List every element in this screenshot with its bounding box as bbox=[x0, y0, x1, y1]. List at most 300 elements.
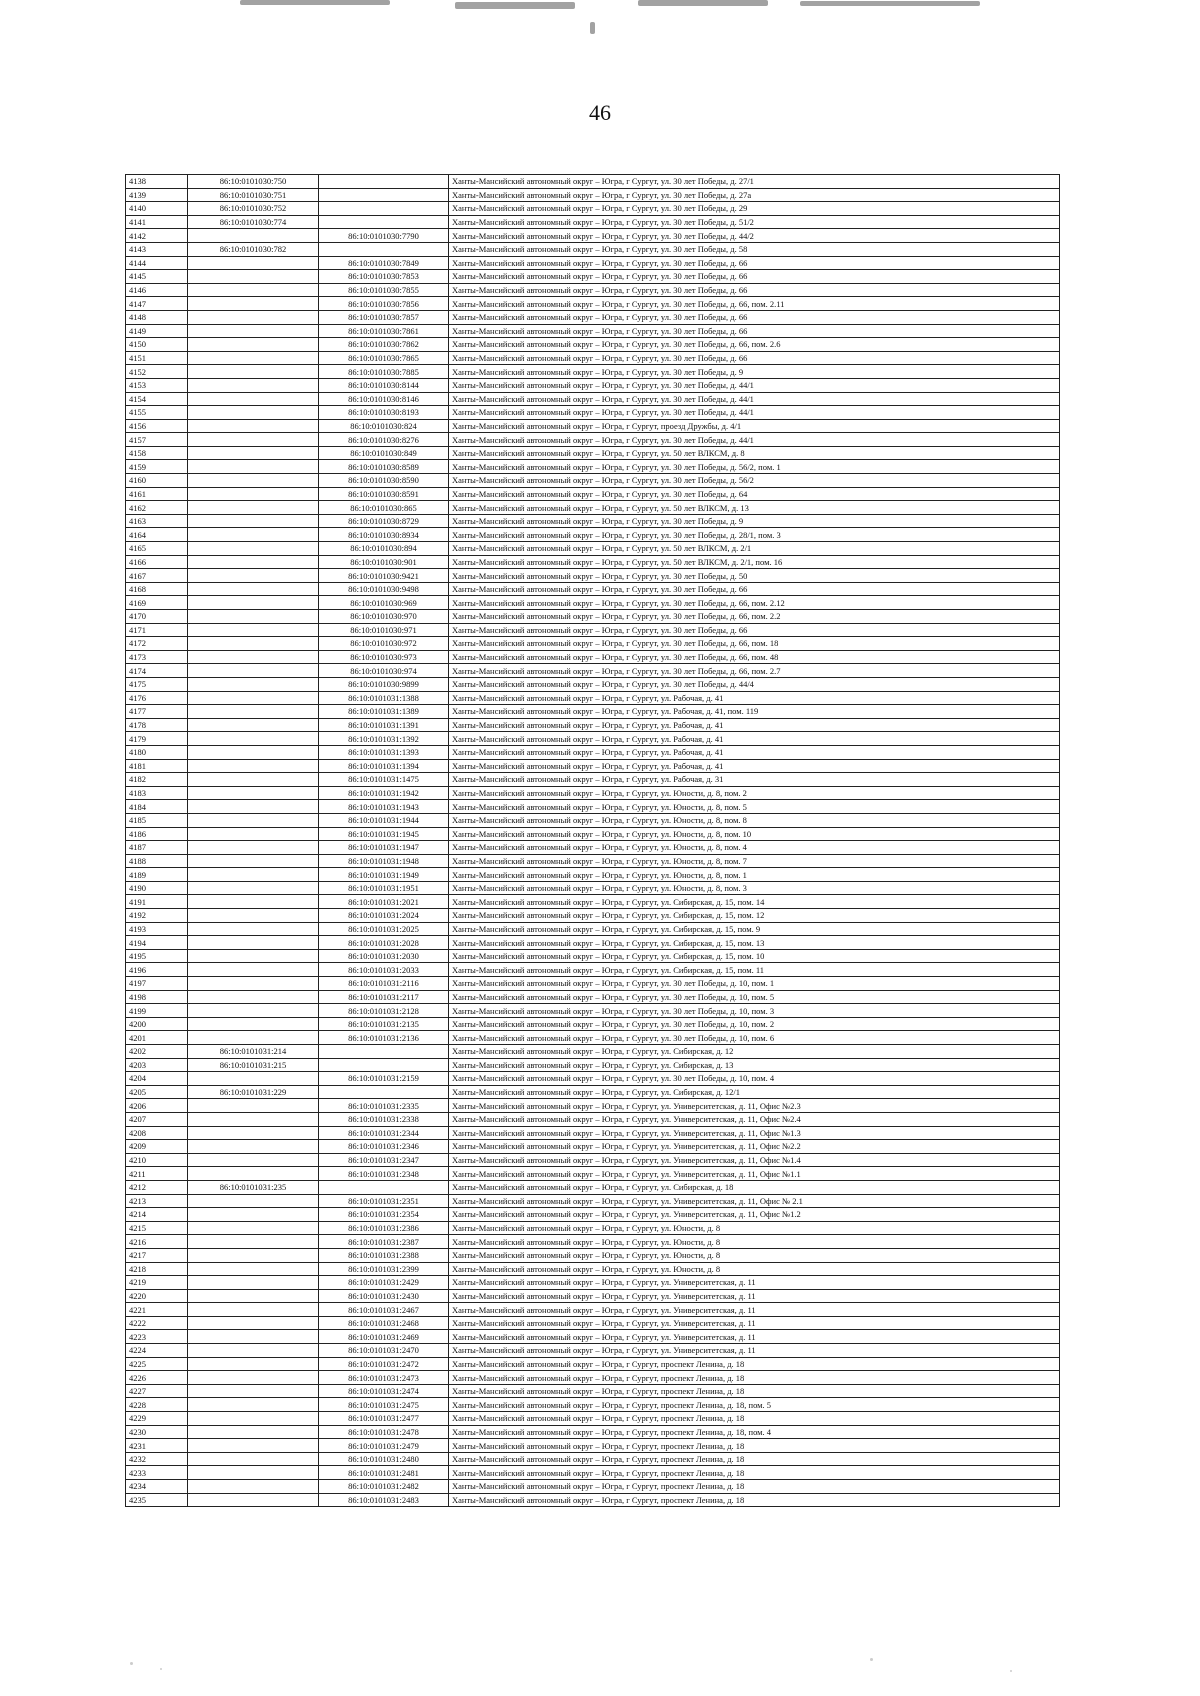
table-row bbox=[126, 664, 1060, 678]
table-row bbox=[126, 1425, 1060, 1439]
address-cell: Ханты-Мансийский автономный округ – Югра, г Сургут, ул. 30 лет Победы, д. 66, пом. 48 bbox=[449, 650, 1060, 664]
row-number-cell: 4174 bbox=[126, 664, 188, 678]
cadastral-number-b-cell: 86:10:0101031:2483 bbox=[319, 1493, 449, 1507]
table-row bbox=[126, 1262, 1060, 1276]
row-number-cell: 4153 bbox=[126, 378, 188, 392]
row-number-cell: 4177 bbox=[126, 705, 188, 719]
row-number-cell: 4180 bbox=[126, 745, 188, 759]
row-number-cell: 4222 bbox=[126, 1316, 188, 1330]
row-number-cell: 4201 bbox=[126, 1031, 188, 1045]
cadastral-number-a-cell bbox=[188, 1112, 319, 1126]
cadastral-number-b-cell: 86:10:0101030:972 bbox=[319, 637, 449, 651]
cadastral-number-a-cell bbox=[188, 1017, 319, 1031]
row-number-cell: 4169 bbox=[126, 596, 188, 610]
table-row bbox=[126, 1480, 1060, 1494]
address-cell: Ханты-Мансийский автономный округ – Югра, г Сургут, ул. Университетская, д. 11, Офис №2.4 bbox=[449, 1112, 1060, 1126]
table-row bbox=[126, 446, 1060, 460]
address-cell: Ханты-Мансийский автономный округ – Югра, г Сургут, ул. 30 лет Победы, д. 56/2 bbox=[449, 474, 1060, 488]
address-cell: Ханты-Мансийский автономный округ – Югра, г Сургут, ул. Сибирская, д. 12 bbox=[449, 1045, 1060, 1059]
cadastral-number-a-cell bbox=[188, 1425, 319, 1439]
row-number-cell: 4191 bbox=[126, 895, 188, 909]
cadastral-number-a-cell bbox=[188, 487, 319, 501]
row-number-cell: 4218 bbox=[126, 1262, 188, 1276]
table-row bbox=[126, 637, 1060, 651]
table-row bbox=[126, 881, 1060, 895]
table-row bbox=[126, 1221, 1060, 1235]
table-row bbox=[126, 419, 1060, 433]
address-cell: Ханты-Мансийский автономный округ – Югра, г Сургут, проспект Ленина, д. 18 bbox=[449, 1357, 1060, 1371]
page-number: 46 bbox=[589, 100, 611, 125]
address-cell: Ханты-Мансийский автономный округ – Югра, г Сургут, ул. Университетская, д. 11 bbox=[449, 1289, 1060, 1303]
table-row bbox=[126, 977, 1060, 991]
cadastral-number-a-cell bbox=[188, 542, 319, 556]
cadastral-number-b-cell: 86:10:0101030:9421 bbox=[319, 569, 449, 583]
cadastral-number-b-cell: 86:10:0101031:2338 bbox=[319, 1112, 449, 1126]
address-cell: Ханты-Мансийский автономный округ – Югра, г Сургут, ул. Рабочая, д. 41 bbox=[449, 691, 1060, 705]
cadastral-number-a-cell bbox=[188, 1248, 319, 1262]
cadastral-number-a-cell bbox=[188, 1480, 319, 1494]
row-number-cell: 4140 bbox=[126, 202, 188, 216]
cadastral-number-a-cell bbox=[188, 786, 319, 800]
row-number-cell: 4233 bbox=[126, 1466, 188, 1480]
address-cell: Ханты-Мансийский автономный округ – Югра, г Сургут, ул. Сибирская, д. 15, пом. 9 bbox=[449, 922, 1060, 936]
cadastral-number-b-cell: 86:10:0101031:2128 bbox=[319, 1004, 449, 1018]
cadastral-number-a-cell bbox=[188, 1099, 319, 1113]
table-row bbox=[126, 1316, 1060, 1330]
table-row bbox=[126, 1031, 1060, 1045]
cadastral-number-b-cell: 86:10:0101030:973 bbox=[319, 650, 449, 664]
cadastral-number-a-cell: 86:10:0101030:751 bbox=[188, 188, 319, 202]
cadastral-number-b-cell: 86:10:0101030:9899 bbox=[319, 677, 449, 691]
row-number-cell: 4188 bbox=[126, 854, 188, 868]
cadastral-number-b-cell: 86:10:0101031:2024 bbox=[319, 909, 449, 923]
table-row bbox=[126, 1493, 1060, 1507]
row-number-cell: 4204 bbox=[126, 1072, 188, 1086]
address-cell: Ханты-Мансийский автономный округ – Югра, г Сургут, ул. Рабочая, д. 41 bbox=[449, 732, 1060, 746]
table-row bbox=[126, 365, 1060, 379]
table-row bbox=[126, 1466, 1060, 1480]
cadastral-number-b-cell bbox=[319, 1045, 449, 1059]
cadastral-number-b-cell: 86:10:0101031:2473 bbox=[319, 1371, 449, 1385]
table-row bbox=[126, 338, 1060, 352]
row-number-cell: 4186 bbox=[126, 827, 188, 841]
table-row bbox=[126, 202, 1060, 216]
address-cell: Ханты-Мансийский автономный округ – Югра, г Сургут, ул. 30 лет Победы, д. 10, пом. 4 bbox=[449, 1072, 1060, 1086]
cadastral-number-b-cell: 86:10:0101031:2033 bbox=[319, 963, 449, 977]
row-number-cell: 4228 bbox=[126, 1398, 188, 1412]
cadastral-number-a-cell bbox=[188, 854, 319, 868]
cadastral-number-a-cell bbox=[188, 977, 319, 991]
table-row bbox=[126, 1180, 1060, 1194]
cadastral-number-a-cell: 86:10:0101030:750 bbox=[188, 175, 319, 189]
row-number-cell: 4206 bbox=[126, 1099, 188, 1113]
address-cell: Ханты-Мансийский автономный округ – Югра, г Сургут, проспект Ленина, д. 18 bbox=[449, 1384, 1060, 1398]
table-row bbox=[126, 854, 1060, 868]
cadastral-number-b-cell: 86:10:0101031:2030 bbox=[319, 949, 449, 963]
table-row bbox=[126, 229, 1060, 243]
row-number-cell: 4231 bbox=[126, 1439, 188, 1453]
cadastral-number-a-cell bbox=[188, 623, 319, 637]
cadastral-number-b-cell: 86:10:0101030:894 bbox=[319, 542, 449, 556]
row-number-cell: 4158 bbox=[126, 446, 188, 460]
row-number-cell: 4221 bbox=[126, 1303, 188, 1317]
address-cell: Ханты-Мансийский автономный округ – Югра, г Сургут, ул. Университетская, д. 11, Офис №1.2 bbox=[449, 1208, 1060, 1222]
address-cell: Ханты-Мансийский автономный округ – Югра, г Сургут, проспект Ленина, д. 18 bbox=[449, 1439, 1060, 1453]
cadastral-number-a-cell bbox=[188, 582, 319, 596]
cadastral-number-a-cell bbox=[188, 1466, 319, 1480]
row-number-cell: 4219 bbox=[126, 1276, 188, 1290]
row-number-cell: 4216 bbox=[126, 1235, 188, 1249]
address-cell: Ханты-Мансийский автономный округ – Югра, г Сургут, ул. Университетская, д. 11, Офис №2.2 bbox=[449, 1140, 1060, 1154]
cadastral-number-b-cell: 86:10:0101031:2468 bbox=[319, 1316, 449, 1330]
cadastral-number-b-cell: 86:10:0101031:2117 bbox=[319, 990, 449, 1004]
cadastral-number-a-cell bbox=[188, 677, 319, 691]
cadastral-number-a-cell bbox=[188, 1398, 319, 1412]
cadastral-number-a-cell bbox=[188, 1330, 319, 1344]
address-cell: Ханты-Мансийский автономный округ – Югра, г Сургут, ул. 30 лет Победы, д. 64 bbox=[449, 487, 1060, 501]
row-number-cell: 4178 bbox=[126, 718, 188, 732]
cadastral-number-b-cell: 86:10:0101030:974 bbox=[319, 664, 449, 678]
row-number-cell: 4199 bbox=[126, 1004, 188, 1018]
cadastral-number-b-cell: 86:10:0101031:2116 bbox=[319, 977, 449, 991]
cadastral-number-a-cell bbox=[188, 691, 319, 705]
row-number-cell: 4146 bbox=[126, 283, 188, 297]
cadastral-number-a-cell bbox=[188, 1276, 319, 1290]
cadastral-number-a-cell bbox=[188, 1371, 319, 1385]
cadastral-number-a-cell bbox=[188, 514, 319, 528]
cadastral-number-b-cell: 86:10:0101030:8934 bbox=[319, 528, 449, 542]
cadastral-number-b-cell: 86:10:0101031:2025 bbox=[319, 922, 449, 936]
cadastral-number-a-cell bbox=[188, 610, 319, 624]
row-number-cell: 4235 bbox=[126, 1493, 188, 1507]
cadastral-number-b-cell: 86:10:0101031:1389 bbox=[319, 705, 449, 719]
cadastral-number-b-cell: 86:10:0101030:7790 bbox=[319, 229, 449, 243]
table-row bbox=[126, 922, 1060, 936]
cadastral-number-a-cell bbox=[188, 555, 319, 569]
address-cell: Ханты-Мансийский автономный округ – Югра, г Сургут, ул. 30 лет Победы, д. 66 bbox=[449, 310, 1060, 324]
row-number-cell: 4210 bbox=[126, 1153, 188, 1167]
table-row bbox=[126, 474, 1060, 488]
table-row bbox=[126, 800, 1060, 814]
cadastral-number-a-cell bbox=[188, 895, 319, 909]
cadastral-number-b-cell: 86:10:0101031:2467 bbox=[319, 1303, 449, 1317]
table-row bbox=[126, 895, 1060, 909]
table-row bbox=[126, 297, 1060, 311]
cadastral-number-b-cell: 86:10:0101031:2469 bbox=[319, 1330, 449, 1344]
cadastral-number-b-cell: 86:10:0101031:1392 bbox=[319, 732, 449, 746]
cadastral-number-b-cell: 86:10:0101031:2346 bbox=[319, 1140, 449, 1154]
address-cell: Ханты-Мансийский автономный округ – Югра, г Сургут, ул. Юности, д. 8 bbox=[449, 1235, 1060, 1249]
cadastral-number-b-cell: 86:10:0101031:2388 bbox=[319, 1248, 449, 1262]
cadastral-number-b-cell: 86:10:0101031:1475 bbox=[319, 773, 449, 787]
table-row bbox=[126, 392, 1060, 406]
address-cell: Ханты-Мансийский автономный округ – Югра, г Сургут, ул. 30 лет Победы, д. 50 bbox=[449, 569, 1060, 583]
cadastral-number-a-cell bbox=[188, 1140, 319, 1154]
row-number-cell: 4185 bbox=[126, 813, 188, 827]
row-number-cell: 4198 bbox=[126, 990, 188, 1004]
cadastral-number-b-cell: 86:10:0101030:7856 bbox=[319, 297, 449, 311]
cadastral-number-a-cell bbox=[188, 283, 319, 297]
table-row bbox=[126, 460, 1060, 474]
cadastral-number-b-cell bbox=[319, 1180, 449, 1194]
table-row bbox=[126, 1357, 1060, 1371]
address-cell: Ханты-Мансийский автономный округ – Югра, г Сургут, ул. 30 лет Победы, д. 66, пом. 2.12 bbox=[449, 596, 1060, 610]
row-number-cell: 4149 bbox=[126, 324, 188, 338]
row-number-cell: 4142 bbox=[126, 229, 188, 243]
address-cell: Ханты-Мансийский автономный округ – Югра, г Сургут, ул. 30 лет Победы, д. 66 bbox=[449, 283, 1060, 297]
table-row bbox=[126, 1344, 1060, 1358]
cadastral-number-b-cell: 86:10:0101031:2159 bbox=[319, 1072, 449, 1086]
cadastral-number-b-cell: 86:10:0101030:969 bbox=[319, 596, 449, 610]
scan-noise-top bbox=[0, 0, 1200, 40]
row-number-cell: 4151 bbox=[126, 351, 188, 365]
table-row bbox=[126, 610, 1060, 624]
table-row bbox=[126, 1004, 1060, 1018]
registry-table bbox=[125, 174, 1060, 1507]
table-row bbox=[126, 1099, 1060, 1113]
row-number-cell: 4234 bbox=[126, 1480, 188, 1494]
cadastral-number-b-cell: 86:10:0101030:7865 bbox=[319, 351, 449, 365]
address-cell: Ханты-Мансийский автономный округ – Югра, г Сургут, ул. 30 лет Победы, д. 66 bbox=[449, 582, 1060, 596]
address-cell: Ханты-Мансийский автономный округ – Югра, г Сургут, ул. 30 лет Победы, д. 10, пом. 5 bbox=[449, 990, 1060, 1004]
address-cell: Ханты-Мансийский автономный округ – Югра, г Сургут, ул. 30 лет Победы, д. 44/1 bbox=[449, 433, 1060, 447]
cadastral-number-a-cell bbox=[188, 990, 319, 1004]
address-cell: Ханты-Мансийский автономный округ – Югра, г Сургут, ул. Сибирская, д. 15, пом. 10 bbox=[449, 949, 1060, 963]
address-cell: Ханты-Мансийский автономный округ – Югра, г Сургут, ул. 30 лет Победы, д. 9 bbox=[449, 365, 1060, 379]
cadastral-number-a-cell bbox=[188, 270, 319, 284]
cadastral-number-b-cell: 86:10:0101031:2480 bbox=[319, 1452, 449, 1466]
cadastral-number-a-cell bbox=[188, 664, 319, 678]
address-cell: Ханты-Мансийский автономный округ – Югра, г Сургут, ул. 30 лет Победы, д. 44/1 bbox=[449, 406, 1060, 420]
table-row bbox=[126, 732, 1060, 746]
cadastral-number-b-cell: 86:10:0101030:8589 bbox=[319, 460, 449, 474]
registry-table-body bbox=[126, 175, 1060, 1507]
cadastral-number-b-cell: 86:10:0101031:1951 bbox=[319, 881, 449, 895]
table-row bbox=[126, 1126, 1060, 1140]
cadastral-number-b-cell: 86:10:0101030:7855 bbox=[319, 283, 449, 297]
cadastral-number-b-cell: 86:10:0101030:8144 bbox=[319, 378, 449, 392]
row-number-cell: 4152 bbox=[126, 365, 188, 379]
cadastral-number-b-cell bbox=[319, 202, 449, 216]
address-cell: Ханты-Мансийский автономный округ – Югра, г Сургут, ул. Университетская, д. 11, Офис №1.4 bbox=[449, 1153, 1060, 1167]
address-cell: Ханты-Мансийский автономный округ – Югра, г Сургут, ул. 30 лет Победы, д. 9 bbox=[449, 514, 1060, 528]
cadastral-number-b-cell: 86:10:0101031:2399 bbox=[319, 1262, 449, 1276]
cadastral-number-a-cell bbox=[188, 1303, 319, 1317]
cadastral-number-b-cell: 86:10:0101031:2474 bbox=[319, 1384, 449, 1398]
cadastral-number-a-cell bbox=[188, 922, 319, 936]
row-number-cell: 4175 bbox=[126, 677, 188, 691]
cadastral-number-a-cell bbox=[188, 800, 319, 814]
cadastral-number-b-cell: 86:10:0101031:2475 bbox=[319, 1398, 449, 1412]
cadastral-number-a-cell bbox=[188, 297, 319, 311]
row-number-cell: 4157 bbox=[126, 433, 188, 447]
table-row bbox=[126, 1072, 1060, 1086]
row-number-cell: 4183 bbox=[126, 786, 188, 800]
table-row bbox=[126, 1167, 1060, 1181]
address-cell: Ханты-Мансийский автономный округ – Югра, г Сургут, проспект Ленина, д. 18, пом. 5 bbox=[449, 1398, 1060, 1412]
cadastral-number-a-cell: 86:10:0101031:235 bbox=[188, 1180, 319, 1194]
row-number-cell: 4181 bbox=[126, 759, 188, 773]
address-cell: Ханты-Мансийский автономный округ – Югра, г Сургут, ул. Сибирская, д. 15, пом. 14 bbox=[449, 895, 1060, 909]
row-number-cell: 4182 bbox=[126, 773, 188, 787]
cadastral-number-a-cell: 86:10:0101030:782 bbox=[188, 242, 319, 256]
cadastral-number-a-cell bbox=[188, 1452, 319, 1466]
cadastral-number-a-cell bbox=[188, 1072, 319, 1086]
address-cell: Ханты-Мансийский автономный округ – Югра, г Сургут, ул. Сибирская, д. 12/1 bbox=[449, 1085, 1060, 1099]
row-number-cell: 4161 bbox=[126, 487, 188, 501]
cadastral-number-b-cell: 86:10:0101031:1391 bbox=[319, 718, 449, 732]
row-number-cell: 4193 bbox=[126, 922, 188, 936]
address-cell: Ханты-Мансийский автономный округ – Югра, г Сургут, ул. 50 лет ВЛКСМ, д. 8 bbox=[449, 446, 1060, 460]
address-cell: Ханты-Мансийский автономный округ – Югра, г Сургут, ул. 30 лет Победы, д. 56/2, пом. 1 bbox=[449, 460, 1060, 474]
address-cell: Ханты-Мансийский автономный округ – Югра, г Сургут, ул. Сибирская, д. 13 bbox=[449, 1058, 1060, 1072]
table-row bbox=[126, 786, 1060, 800]
row-number-cell: 4223 bbox=[126, 1330, 188, 1344]
row-number-cell: 4176 bbox=[126, 691, 188, 705]
table-row bbox=[126, 827, 1060, 841]
address-cell: Ханты-Мансийский автономный округ – Югра, г Сургут, ул. Юности, д. 8 bbox=[449, 1248, 1060, 1262]
table-row bbox=[126, 759, 1060, 773]
table-row bbox=[126, 1248, 1060, 1262]
address-cell: Ханты-Мансийский автономный округ – Югра, г Сургут, ул. Юности, д. 8, пом. 8 bbox=[449, 813, 1060, 827]
cadastral-number-a-cell bbox=[188, 378, 319, 392]
cadastral-number-a-cell bbox=[188, 813, 319, 827]
table-row bbox=[126, 1194, 1060, 1208]
row-number-cell: 4145 bbox=[126, 270, 188, 284]
address-cell: Ханты-Мансийский автономный округ – Югра, г Сургут, ул. Юности, д. 8, пом. 3 bbox=[449, 881, 1060, 895]
cadastral-number-a-cell bbox=[188, 650, 319, 664]
cadastral-number-a-cell bbox=[188, 1221, 319, 1235]
address-cell: Ханты-Мансийский автономный округ – Югра, г Сургут, проспект Ленина, д. 18 bbox=[449, 1371, 1060, 1385]
cadastral-number-b-cell: 86:10:0101031:2429 bbox=[319, 1276, 449, 1290]
table-row bbox=[126, 1452, 1060, 1466]
address-cell: Ханты-Мансийский автономный округ – Югра, г Сургут, ул. Рабочая, д. 41 bbox=[449, 745, 1060, 759]
cadastral-number-b-cell: 86:10:0101031:1947 bbox=[319, 841, 449, 855]
address-cell: Ханты-Мансийский автономный округ – Югра, г Сургут, ул. 30 лет Победы, д. 66 bbox=[449, 351, 1060, 365]
address-cell: Ханты-Мансийский автономный округ – Югра, г Сургут, ул. Сибирская, д. 15, пом. 13 bbox=[449, 936, 1060, 950]
row-number-cell: 4227 bbox=[126, 1384, 188, 1398]
cadastral-number-a-cell bbox=[188, 949, 319, 963]
cadastral-number-b-cell: 86:10:0101031:2430 bbox=[319, 1289, 449, 1303]
address-cell: Ханты-Мансийский автономный округ – Югра, г Сургут, ул. Университетская, д. 11 bbox=[449, 1330, 1060, 1344]
cadastral-number-a-cell bbox=[188, 868, 319, 882]
row-number-cell: 4209 bbox=[126, 1140, 188, 1154]
table-row bbox=[126, 270, 1060, 284]
cadastral-number-a-cell bbox=[188, 732, 319, 746]
row-number-cell: 4179 bbox=[126, 732, 188, 746]
cadastral-number-a-cell bbox=[188, 419, 319, 433]
cadastral-number-b-cell: 86:10:0101030:8590 bbox=[319, 474, 449, 488]
cadastral-number-b-cell: 86:10:0101031:2387 bbox=[319, 1235, 449, 1249]
table-row bbox=[126, 555, 1060, 569]
cadastral-number-b-cell bbox=[319, 1058, 449, 1072]
cadastral-number-b-cell: 86:10:0101031:1944 bbox=[319, 813, 449, 827]
row-number-cell: 4184 bbox=[126, 800, 188, 814]
cadastral-number-b-cell: 86:10:0101031:2386 bbox=[319, 1221, 449, 1235]
cadastral-number-b-cell: 86:10:0101031:2028 bbox=[319, 936, 449, 950]
row-number-cell: 4224 bbox=[126, 1344, 188, 1358]
table-row bbox=[126, 542, 1060, 556]
address-cell: Ханты-Мансийский автономный округ – Югра, г Сургут, ул. 30 лет Победы, д. 66 bbox=[449, 324, 1060, 338]
address-cell: Ханты-Мансийский автономный округ – Югра, г Сургут, проспект Ленина, д. 18 bbox=[449, 1493, 1060, 1507]
row-number-cell: 4164 bbox=[126, 528, 188, 542]
row-number-cell: 4166 bbox=[126, 555, 188, 569]
cadastral-number-a-cell: 86:10:0101031:229 bbox=[188, 1085, 319, 1099]
cadastral-number-a-cell bbox=[188, 1357, 319, 1371]
table-row bbox=[126, 1412, 1060, 1426]
address-cell: Ханты-Мансийский автономный округ – Югра, г Сургут, ул. Университетская, д. 11, Офис № 2.1 bbox=[449, 1194, 1060, 1208]
cadastral-number-b-cell: 86:10:0101030:849 bbox=[319, 446, 449, 460]
cadastral-number-a-cell bbox=[188, 528, 319, 542]
table-row bbox=[126, 514, 1060, 528]
address-cell: Ханты-Мансийский автономный округ – Югра, г Сургут, ул. Университетская, д. 11, Офис №1.3 bbox=[449, 1126, 1060, 1140]
row-number-cell: 4187 bbox=[126, 841, 188, 855]
cadastral-number-b-cell: 86:10:0101031:2477 bbox=[319, 1412, 449, 1426]
cadastral-number-a-cell bbox=[188, 827, 319, 841]
row-number-cell: 4170 bbox=[126, 610, 188, 624]
cadastral-number-a-cell bbox=[188, 1194, 319, 1208]
address-cell: Ханты-Мансийский автономный округ – Югра, г Сургут, ул. Университетская, д. 11, Офис №1.1 bbox=[449, 1167, 1060, 1181]
address-cell: Ханты-Мансийский автономный округ – Югра, г Сургут, ул. 30 лет Победы, д. 66 bbox=[449, 256, 1060, 270]
table-row bbox=[126, 378, 1060, 392]
row-number-cell: 4212 bbox=[126, 1180, 188, 1194]
cadastral-number-b-cell: 86:10:0101031:1942 bbox=[319, 786, 449, 800]
table-row bbox=[126, 936, 1060, 950]
row-number-cell: 4190 bbox=[126, 881, 188, 895]
cadastral-number-b-cell: 86:10:0101031:1949 bbox=[319, 868, 449, 882]
address-cell: Ханты-Мансийский автономный округ – Югра, г Сургут, ул. Юности, д. 8, пом. 10 bbox=[449, 827, 1060, 841]
cadastral-number-a-cell bbox=[188, 460, 319, 474]
address-cell: Ханты-Мансийский автономный округ – Югра, г Сургут, ул. 50 лет ВЛКСМ, д. 2/1, пом. 16 bbox=[449, 555, 1060, 569]
address-cell: Ханты-Мансийский автономный округ – Югра, г Сургут, ул. 30 лет Победы, д. 66 bbox=[449, 623, 1060, 637]
table-row bbox=[126, 596, 1060, 610]
cadastral-number-a-cell bbox=[188, 256, 319, 270]
cadastral-number-a-cell bbox=[188, 1031, 319, 1045]
row-number-cell: 4207 bbox=[126, 1112, 188, 1126]
cadastral-number-b-cell: 86:10:0101031:1943 bbox=[319, 800, 449, 814]
cadastral-number-a-cell: 86:10:0101030:774 bbox=[188, 215, 319, 229]
cadastral-number-b-cell: 86:10:0101030:7849 bbox=[319, 256, 449, 270]
cadastral-number-b-cell bbox=[319, 1085, 449, 1099]
table-row bbox=[126, 256, 1060, 270]
table-row bbox=[126, 433, 1060, 447]
address-cell: Ханты-Мансийский автономный округ – Югра, г Сургут, ул. 30 лет Победы, д. 66, пом. 2.7 bbox=[449, 664, 1060, 678]
address-cell: Ханты-Мансийский автономный округ – Югра, г Сургут, ул. 30 лет Победы, д. 51/2 bbox=[449, 215, 1060, 229]
row-number-cell: 4156 bbox=[126, 419, 188, 433]
table-row bbox=[126, 1235, 1060, 1249]
table-row bbox=[126, 963, 1060, 977]
address-cell: Ханты-Мансийский автономный округ – Югра, г Сургут, ул. 30 лет Победы, д. 44/2 bbox=[449, 229, 1060, 243]
cadastral-number-a-cell bbox=[188, 229, 319, 243]
cadastral-number-a-cell bbox=[188, 324, 319, 338]
table-row bbox=[126, 1085, 1060, 1099]
row-number-cell: 4226 bbox=[126, 1371, 188, 1385]
row-number-cell: 4203 bbox=[126, 1058, 188, 1072]
cadastral-number-a-cell bbox=[188, 365, 319, 379]
cadastral-number-b-cell: 86:10:0101031:1394 bbox=[319, 759, 449, 773]
cadastral-number-a-cell bbox=[188, 773, 319, 787]
cadastral-number-b-cell: 86:10:0101030:865 bbox=[319, 501, 449, 515]
cadastral-number-a-cell bbox=[188, 338, 319, 352]
table-row bbox=[126, 310, 1060, 324]
table-row bbox=[126, 283, 1060, 297]
address-cell: Ханты-Мансийский автономный округ – Югра, г Сургут, ул. 30 лет Победы, д. 44/1 bbox=[449, 378, 1060, 392]
row-number-cell: 4144 bbox=[126, 256, 188, 270]
cadastral-number-b-cell: 86:10:0101031:2347 bbox=[319, 1153, 449, 1167]
cadastral-number-b-cell: 86:10:0101031:1945 bbox=[319, 827, 449, 841]
address-cell: Ханты-Мансийский автономный округ – Югра, г Сургут, ул. Рабочая, д. 31 bbox=[449, 773, 1060, 787]
table-row bbox=[126, 691, 1060, 705]
